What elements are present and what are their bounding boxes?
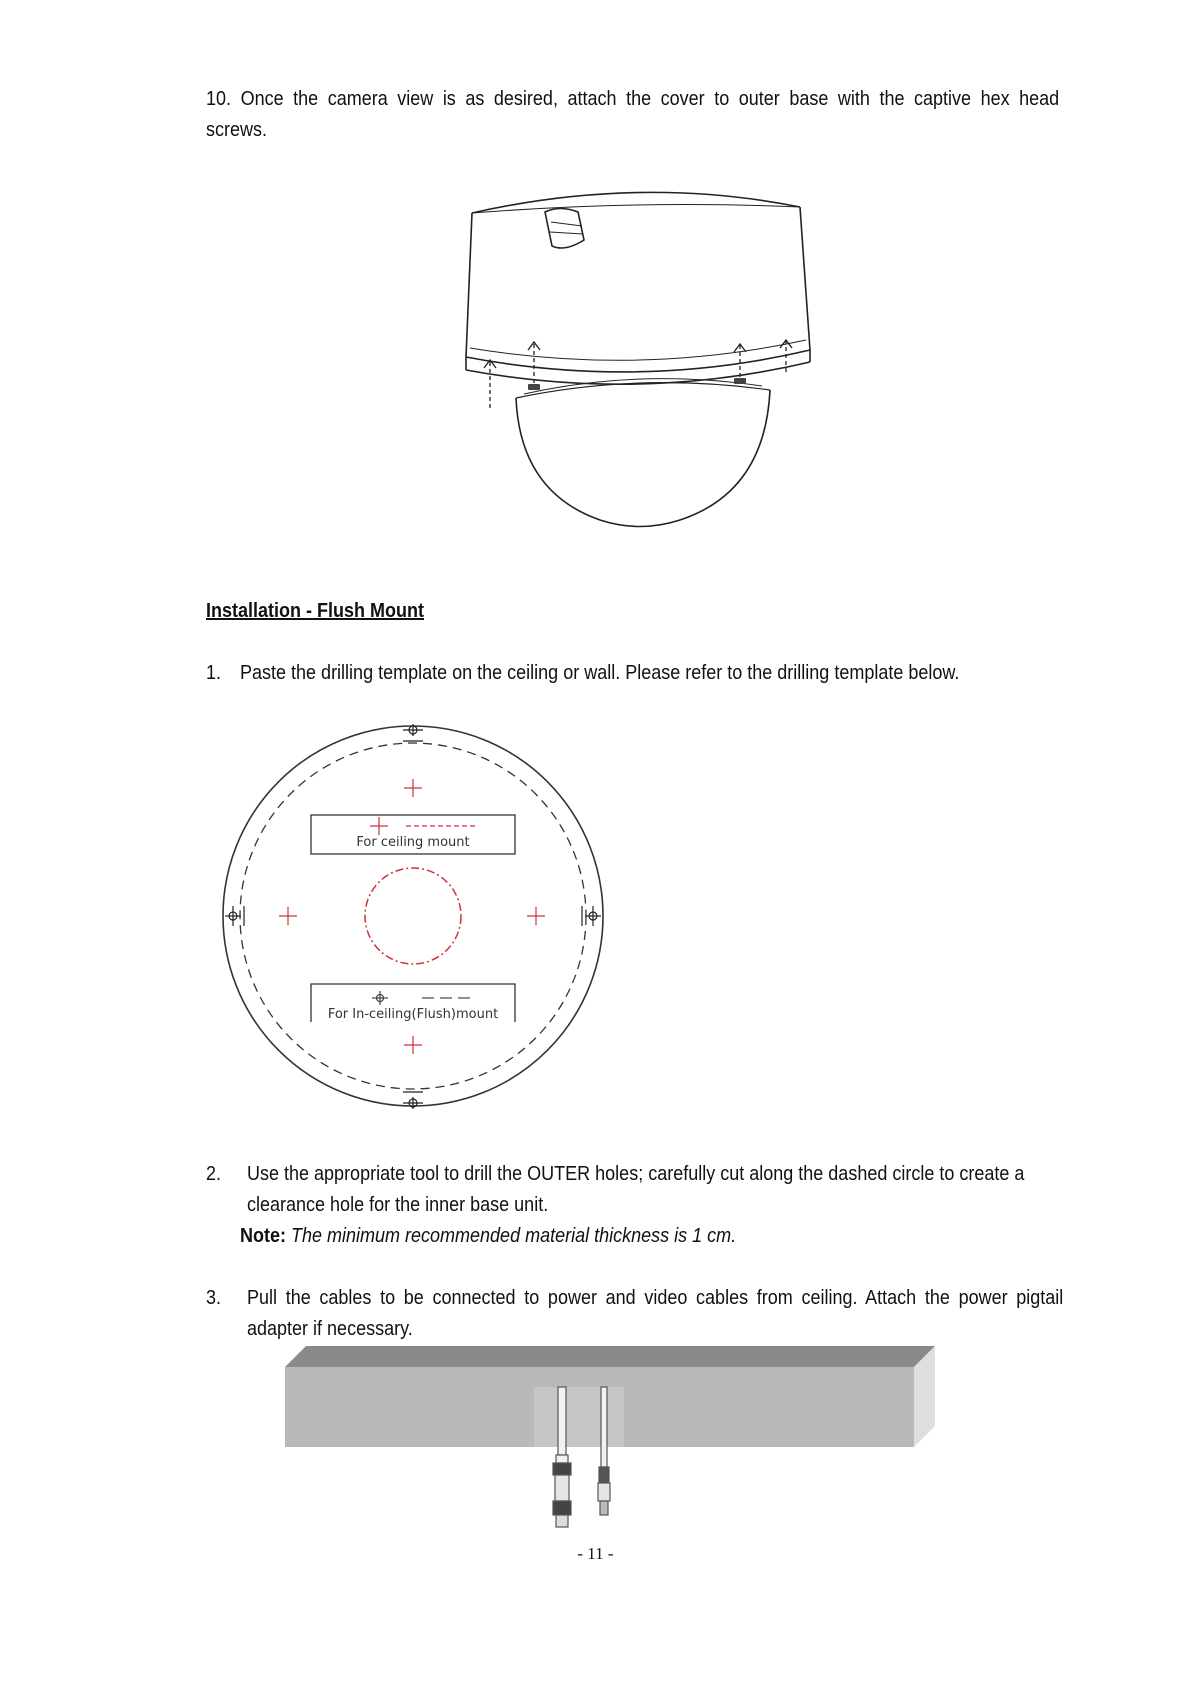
section-heading: Installation - Flush Mount bbox=[206, 600, 424, 622]
note-text: The minimum recommended material thickness is 1 cm. bbox=[291, 1225, 737, 1247]
step2-number: 2. bbox=[206, 1163, 222, 1185]
step10-line1: 10. Once the camera view is as desired, attach the cover to outer base with the captive hex head bbox=[206, 88, 1060, 110]
page-number: - 11 - bbox=[577, 1544, 614, 1563]
outer-hole-top bbox=[403, 724, 423, 741]
flush-mount-label: For In-ceiling(Flush)mount bbox=[327, 1007, 499, 1022]
outer-hole-bottom bbox=[403, 1092, 423, 1109]
outer-hole-left bbox=[225, 906, 244, 926]
step3-number: 3. bbox=[206, 1287, 222, 1309]
ceiling-mount-label: For ceiling mount bbox=[356, 835, 470, 850]
step3-line1: Pull the cables to be connected to power and video cables from ceiling. Attach the power pigtail bbox=[247, 1287, 1064, 1309]
step1-number: 1. bbox=[206, 662, 222, 684]
step10-line2: screws. bbox=[206, 119, 268, 141]
step1-text: Paste the drilling template on the ceiling or wall. Please refer to the drilling template below. bbox=[240, 662, 960, 684]
note-label: Note: bbox=[240, 1225, 286, 1247]
step2-line1: Use the appropriate tool to drill the OUTER holes; carefully cut along the dashed circle to create a bbox=[247, 1163, 1025, 1185]
step2-note bbox=[240, 1221, 736, 1252]
outer-hole-right bbox=[582, 906, 601, 926]
step3-line2: adapter if necessary. bbox=[247, 1318, 413, 1340]
step2-line2: clearance hole for the inner base unit. bbox=[247, 1194, 549, 1216]
